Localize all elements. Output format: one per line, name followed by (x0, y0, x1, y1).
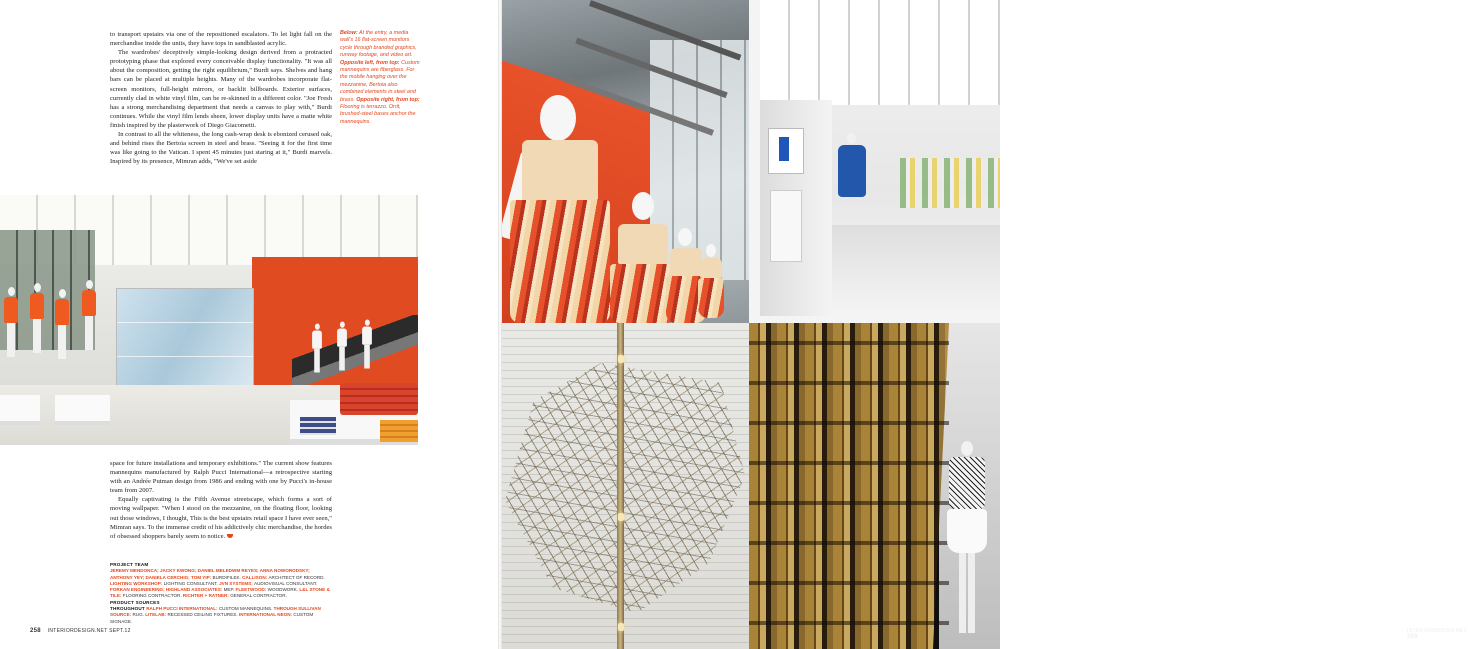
folded-shirts (300, 417, 336, 435)
page-number-right: 259 (1407, 634, 1418, 640)
light-bulb (618, 513, 624, 521)
mannequins-photo (500, 0, 749, 323)
credit-name: JVN SYSTEMS: (217, 580, 255, 586)
credit-name: THROUGH SULLIVAN SOURCE: (110, 606, 321, 618)
clothing-racks (900, 158, 1000, 208)
team-role: BURDIFILEK. (212, 574, 241, 580)
credit-name: HIGHLAND ASSOCIATES: (165, 587, 224, 593)
end-mark-icon (227, 534, 233, 538)
light-bulb (618, 355, 624, 363)
credit-role: AUDIOVISUAL CONSULTANT. (254, 580, 318, 586)
credit-name: RALPH PUCCI INTERNATIONAL: (146, 606, 219, 612)
credit-role: ARCHITECT OF RECORD. (268, 574, 325, 580)
credit-name: CALLISON: (242, 574, 269, 580)
credit-role: FLOORING CONTRACTOR. (122, 593, 182, 599)
credit-role: GENERAL CONTRACTOR. (230, 593, 287, 599)
paragraph-text: Equally captivating is the Fifth Avenue streetscape, which forms a sort of moving wallpaper. "When I stood on the mezzanine, on the floating floor, looking out those windows, I thought, This is the best upstairs retail space I have ever seen," Mimran says. To the immense credit of his addictively chic merchandise, the hordes of obsessed shoppers barely seem to notice. (110, 496, 332, 540)
project-team-list (110, 568, 332, 599)
credit-role: WOODWORK. (267, 587, 299, 593)
mannequin-blue-dress (838, 145, 866, 197)
folio-text-right: INTERIORDESIGN.NET (1407, 628, 1467, 634)
paragraph: to transport upstairs via one of the repositioned escalators. To let light fall on the merchandise inside the units, they have tops in sandblasted acrylic. (110, 31, 332, 48)
caption-text-opposite-left: Custom mannequins are fiberglass. For the mobile hanging over the mezzanine, Bertoia also combined elements in steel and brass. (340, 59, 420, 103)
paragraph: space for future installations and temporary exhibitions." The current show features mannequins manufactured by Ralph Pucci International—a retrospective starting with an Andrée Putman design from 1986 and ending with one by Pucci's in-house team from 2007. (110, 460, 332, 495)
credit-name: LITELAB: (143, 612, 168, 618)
folded-shirts (380, 420, 418, 442)
brass-screen-photo (749, 323, 1000, 649)
article-column-top (110, 30, 332, 166)
credit-name: L&L STONE & TILE: (110, 587, 330, 599)
product-sources-list (110, 606, 332, 625)
display-plinth (55, 395, 110, 425)
credit-role: MEP. (223, 587, 235, 593)
credit-name: RICHTER + RATNER: (181, 593, 231, 599)
media-wall (116, 288, 254, 392)
folio-left (30, 628, 131, 634)
left-page (0, 0, 500, 649)
mannequin (82, 280, 96, 350)
project-team-heading: PROJECT TEAM (110, 562, 149, 567)
paragraph (110, 495, 332, 540)
credit-name: LIGHTING WORKSHOP: (110, 580, 164, 586)
caption-label-opposite-right: Opposite right, from top: (356, 96, 420, 103)
hanging-pants (770, 190, 802, 262)
caption-label-below: Below: (340, 30, 358, 36)
mannequin (4, 287, 18, 357)
white-store-photo (760, 0, 1000, 316)
brass-screen-shadows (749, 323, 949, 649)
folded-shirts (340, 383, 418, 415)
display-plinth (0, 395, 40, 425)
credits-block (110, 562, 332, 625)
throughout-label: THROUGHOUT (110, 606, 145, 612)
team-names: JEREMY MENDONCA; JACKY KWONG; DANIEL MELEDWM REYES; ANNA NOWORODSKY; ANTHONY YEY; DANIELA CERCHIG; TOM YIP: (110, 568, 310, 580)
mannequin (30, 283, 44, 353)
credit-role: CUSTOM MANNEQUINS. (218, 606, 273, 612)
folio-text-left: INTERIORDESIGN.NET SEPT.12 (47, 628, 131, 634)
paragraph: In contrast to all the whiteness, the long cash-wrap desk is ebonized cerused oak, and behind rises the Bertoia screen in steel and brass. "Seeing it for the first time was like going to the Vatican. I spent 45 minutes just staring at it," Burdi marvels. Inspired by its presence, Mimran adds, "We've set aside (110, 131, 332, 166)
caption-text-below: At the entry, a media wall's 16 flat-screen monitors cycle through branded graphics, runway footage, and video art. (340, 30, 417, 59)
product-sources-heading: PRODUCT SOURCES (110, 599, 160, 605)
mannequin (312, 324, 322, 373)
mannequin-skirt (947, 509, 987, 553)
page-gutter (498, 0, 502, 649)
mannequin (362, 320, 372, 369)
photo-caption (340, 30, 420, 126)
brass-pole (617, 323, 624, 649)
article-column-bottom (110, 459, 332, 541)
mannequin-top (949, 457, 985, 509)
light-bulb (618, 623, 624, 631)
mannequin-legs (959, 553, 975, 633)
terrazzo-floor (830, 225, 1000, 316)
bertoia-mobile-photo (500, 323, 749, 649)
caption-label-opposite-left: Opposite left, from top: (340, 59, 400, 66)
mannequin-head (961, 441, 973, 456)
credit-name: FORKAN ENGINEERING; (110, 587, 166, 593)
folio-right (1407, 628, 1470, 640)
credit-role: LIGHTING CONSULTANT. (163, 580, 218, 586)
store-entry-photo (0, 195, 418, 445)
caption-text-opposite-right: Flooring is terrazzo. Orrit, brushed-steel bases anchor the mannequins. (340, 104, 416, 125)
page-number-left: 258 (30, 628, 41, 634)
credit-role: CUSTOM SIGNAGE. (110, 612, 314, 624)
mannequin (337, 322, 347, 371)
credit-role: RUG. (132, 612, 144, 618)
paragraph: The wardrobes' deceptively simple-looking design derived from a protracted prototyping phase that explored every conceivable display functionality. "It was all about the composition, getting the right equilibrium," Burdi says. Shelves and hang bars can be placed at multiple heights. Many of the wardrobes incorporate flat-screen monitors, full-height mirrors, or backlit billboards. Exterior surfaces, currently clad in white vinyl film, can be re-skinned in a different color. "Joe Fresh has a strong merchandising department that needs a canvas to play with," Burdi continues. While the vinyl film lends sheen, lower display units have a matte white finish inspired by the plasterwork of Diego Giacometti. (110, 49, 332, 129)
credit-name: INTERNATIONAL NEON: (237, 612, 294, 618)
hanging-shirt (768, 128, 804, 174)
credit-name: FLEETWOOD: (234, 587, 268, 593)
credit-role: RECESSED CEILING FIXTURES. (167, 612, 238, 618)
mannequin (55, 289, 69, 359)
lightbox-ceiling (760, 0, 1000, 105)
